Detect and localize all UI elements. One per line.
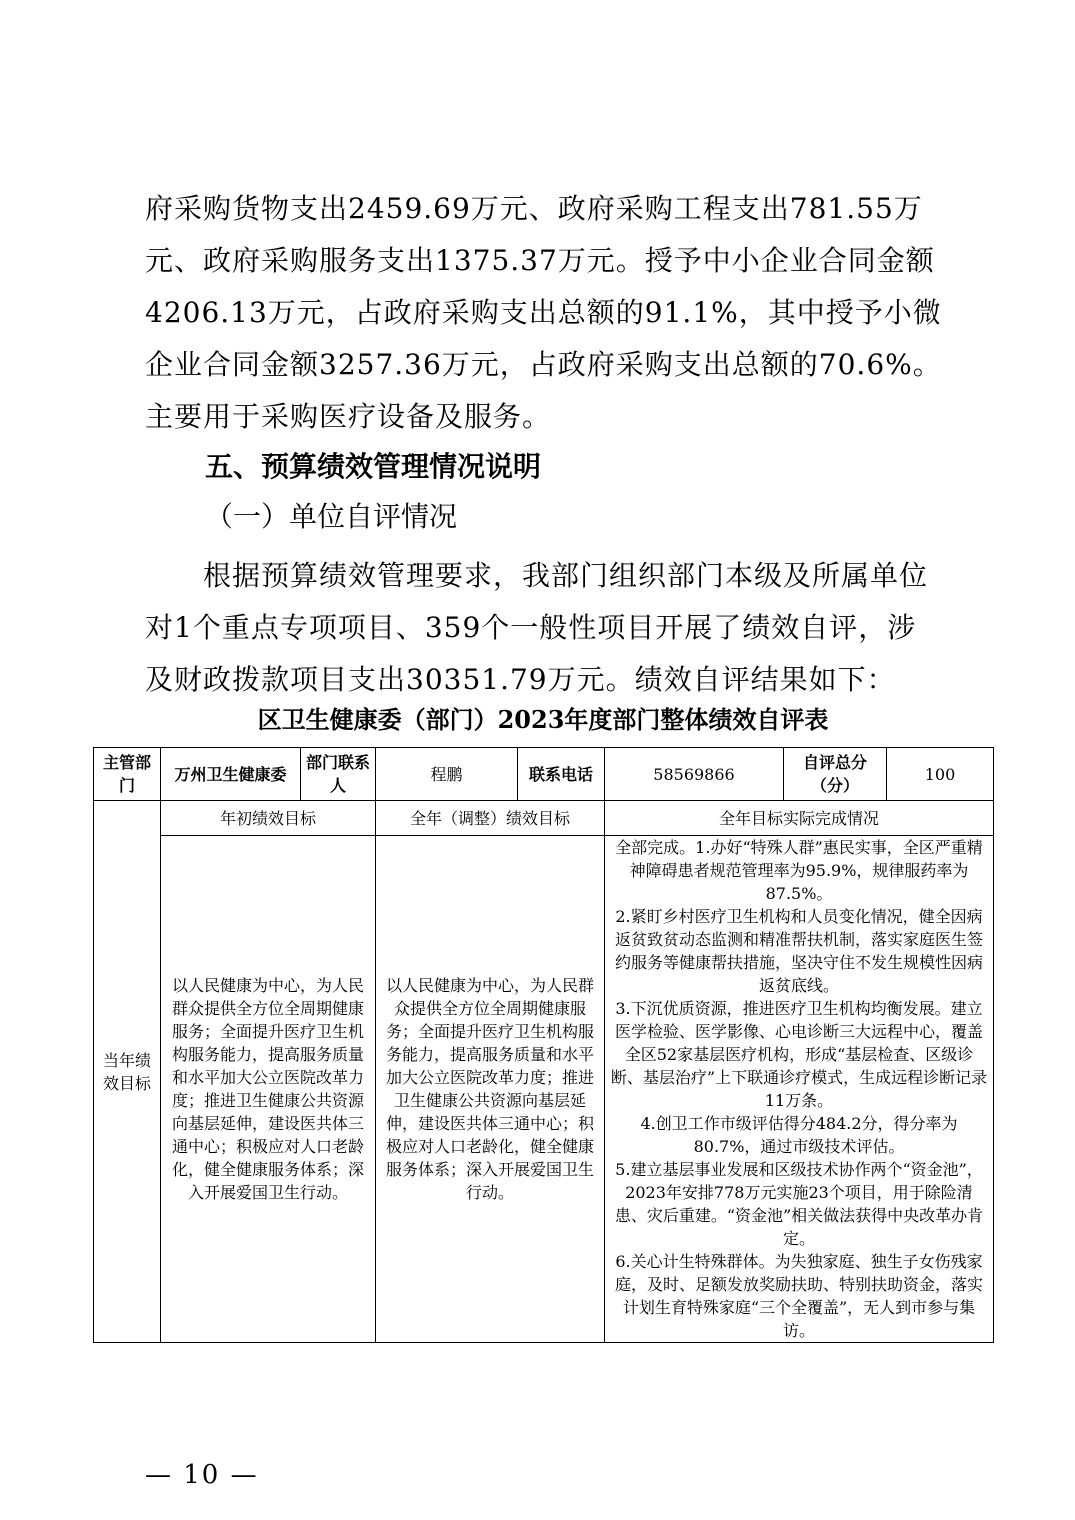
row-label-cell: 当年绩效目标 <box>94 801 161 1343</box>
col-initial-goal-header: 年初绩效目标 <box>161 801 376 836</box>
table-subheader-row <box>94 801 994 836</box>
col-adjusted-goal-header: 全年（调整）绩效目标 <box>376 801 605 836</box>
result-item: 6.关心计生特殊群体。为失独家庭、独生子女伤残家庭，及时、足额发放奖励扶助、特别扶助资金，落实计划生育特殊家庭“三个全覆盖”，无人到市参与集访。 <box>614 1252 983 1340</box>
initial-goal-cell: 以人民健康为中心，为人民群众提供全方位全周期健康服务；全面提升医疗卫生机构服务能力，提高服务质量和水平加大公立医院改革力度；推进卫生健康公共资源向基层延伸，建设医共体三通中心；积极应对人口老龄化，健全健康服务体系；深入开展爱国卫生行动。 <box>161 836 376 1343</box>
phone-label-cell: 联系电话 <box>518 748 605 801</box>
subsection-heading-self-evaluation: （一）单位自评情况 <box>205 500 458 533</box>
performance-table <box>93 747 994 1343</box>
score-value-cell: 100 <box>887 748 994 801</box>
phone-value-cell: 58569866 <box>605 748 784 801</box>
col-actual-result-header: 全年目标实际完成情况 <box>605 801 994 836</box>
actual-result-cell <box>605 836 994 1343</box>
adjusted-goal-cell: 以人民健康为中心，为人民群众提供全方位全周期健康服务；全面提升医疗卫生机构服务能力，提高服务质量和水平加大公立医院改革力度；推进卫生健康公共资源向基层延伸，建设医共体三通中心；积极应对人口老龄化，健全健康服务体系；深入开展爱国卫生行动。 <box>376 836 605 1343</box>
table-header-row <box>94 748 994 801</box>
score-label-cell: 自评总分（分） <box>784 748 887 801</box>
dept-value-cell: 万州卫生健康委 <box>161 748 301 801</box>
result-item: 5.建立基层事业发展和区级技术协作两个“资金池”，2023年安排778万元实施23个项目，用于除险清患、灾后重建。“资金池”相关做法获得中央改革办肯定。 <box>614 1160 984 1248</box>
paragraph-self-evaluation: 根据预算绩效管理要求，我部门组织部门本级及所属单位对1个重点专项项目、359个一般性项目开展了绩效自评，涉及财政拨款项目支出30351.79万元。绩效自评结果如下： <box>145 559 929 696</box>
paragraph-procurement: 府采购货物支出2459.69万元、政府采购工程支出781.55万元、政府采购服务支出1375.37万元。授予中小企业合同金额4206.13万元，占政府采购支出总额的91.1%，其中授予小微企业合同金额3257.36万元，占政府采购支出总额的70.6%。主要用于采购医疗设备及服务。 <box>145 192 942 433</box>
dept-label-cell: 主管部门 <box>94 748 161 801</box>
result-item: 3.下沉优质资源，推进医疗卫生机构均衡发展。建立医学检验、医学影像、心电诊断三大远程中心，覆盖全区52家基层医疗机构，形成“基层检查、区级诊断、基层治疗”上下联通诊疗模式，生成远程诊断记录11万条。 <box>610 999 988 1110</box>
result-item: 全部完成。1.办好“特殊人群”惠民实事，全区严重精神障碍患者规范管理率为95.9%，规律服药率为87.5%。 <box>615 838 983 903</box>
contact-label-cell: 部门联系人 <box>301 748 376 801</box>
contact-value-cell: 程鹏 <box>376 748 518 801</box>
table-title: 区卫生健康委（部门）2023年度部门整体绩效自评表 <box>257 705 829 734</box>
table-body-row <box>94 836 994 1343</box>
result-item: 4.创卫工作市级评估得分484.2分，得分率为80.7%，通过市级技术评估。 <box>640 1114 958 1156</box>
section-heading-budget-performance: 五、预算绩效管理情况说明 <box>205 450 542 483</box>
page-number: — 10 — <box>145 1460 259 1490</box>
result-item: 2.紧盯乡村医疗卫生机构和人员变化情况，健全因病返贫致贫动态监测和精准帮扶机制，落实家庭医生签约服务等健康帮扶措施，坚决守住不发生规模性因病返贫底线。 <box>614 907 983 995</box>
